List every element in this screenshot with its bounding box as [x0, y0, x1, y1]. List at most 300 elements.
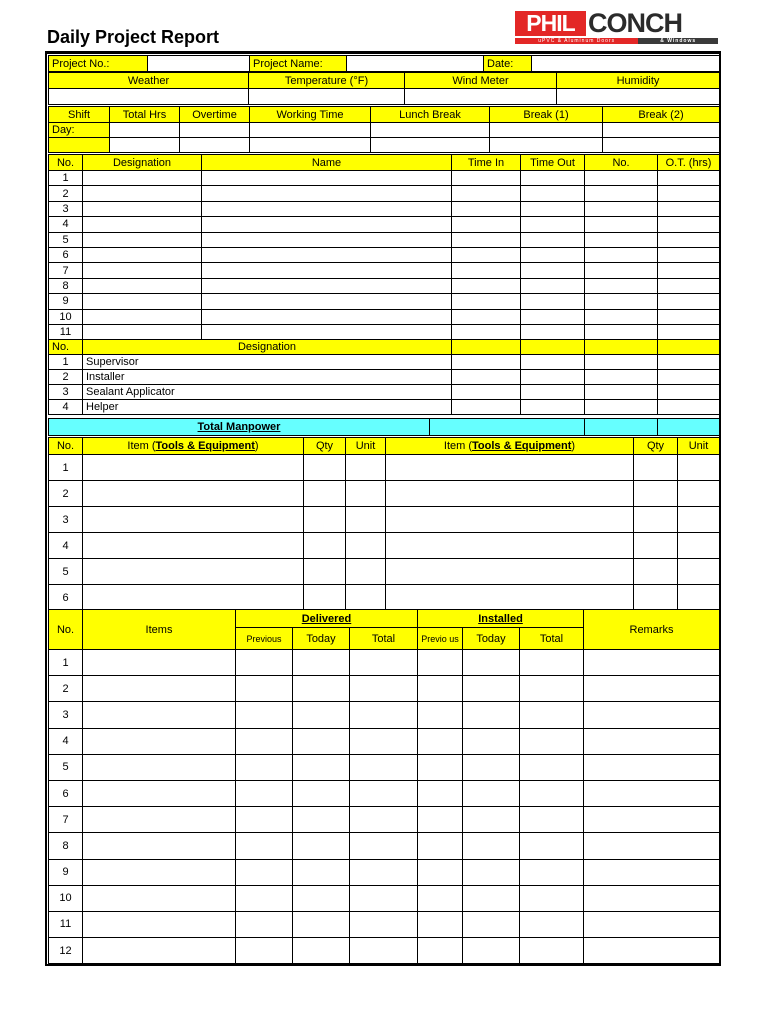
- table-row: [49, 201, 720, 216]
- tools-row-number: 4: [49, 533, 83, 559]
- materials-row: [49, 676, 720, 702]
- installed-previous-cell[interactable]: [418, 702, 463, 728]
- project-no-field[interactable]: [148, 56, 250, 72]
- row-number: 2: [49, 186, 83, 201]
- delivered-total-cell[interactable]: [350, 754, 418, 780]
- installed-today-cell[interactable]: [463, 859, 520, 885]
- materials-row: [49, 754, 720, 780]
- time-out-cell[interactable]: [521, 309, 585, 324]
- temperature-header: Temperature (°F): [249, 73, 405, 89]
- tools-equipment-link-2: Tools & Equipment: [472, 440, 572, 452]
- delivered-total-cell[interactable]: [350, 859, 418, 885]
- tool-qty-cell[interactable]: [304, 455, 346, 481]
- tool-item-cell-2[interactable]: [386, 481, 634, 507]
- time-out-cell[interactable]: [521, 294, 585, 309]
- ot-cell[interactable]: [658, 309, 720, 324]
- tool-item-cell[interactable]: [83, 481, 304, 507]
- designation-header-cell: [521, 340, 585, 355]
- tool-unit-cell-2[interactable]: [678, 481, 720, 507]
- tool-unit-cell[interactable]: [346, 507, 386, 533]
- time-out-cell[interactable]: [521, 385, 585, 400]
- installed-total-cell[interactable]: [520, 807, 584, 833]
- designation-cell[interactable]: [83, 247, 202, 262]
- remarks-cell[interactable]: [584, 676, 720, 702]
- ot-cell[interactable]: [658, 186, 720, 201]
- overtime-header: Overtime: [180, 107, 250, 123]
- time-out-cell[interactable]: [521, 324, 585, 339]
- tools-unit-header-2: Unit: [678, 438, 720, 455]
- total-manpower-count[interactable]: [585, 419, 658, 436]
- installed-today-cell[interactable]: [463, 650, 520, 676]
- delivered-today-cell[interactable]: [293, 676, 350, 702]
- delivered-today-cell[interactable]: [293, 859, 350, 885]
- installed-today-cell[interactable]: [463, 702, 520, 728]
- delivered-previous-cell[interactable]: [236, 807, 293, 833]
- delivered-previous-cell[interactable]: [236, 833, 293, 859]
- delivered-total-cell[interactable]: [350, 938, 418, 964]
- ot-cell[interactable]: [658, 324, 720, 339]
- count-cell[interactable]: [585, 278, 658, 293]
- designation-cell[interactable]: [83, 217, 202, 232]
- table-row: [49, 309, 720, 324]
- delivered-previous-cell[interactable]: [236, 780, 293, 806]
- materials-table: [48, 609, 720, 964]
- installed-previous-cell[interactable]: [418, 938, 463, 964]
- count-cell[interactable]: [585, 370, 658, 385]
- table-row: [49, 217, 720, 232]
- tool-qty-cell[interactable]: [304, 507, 346, 533]
- installed-total-cell[interactable]: [520, 780, 584, 806]
- shift-cell[interactable]: [603, 123, 720, 138]
- name-cell[interactable]: [202, 263, 452, 278]
- installed-previous-cell[interactable]: [418, 833, 463, 859]
- tool-item-cell[interactable]: [83, 507, 304, 533]
- designation-cell[interactable]: [83, 278, 202, 293]
- installed-today-cell[interactable]: [463, 676, 520, 702]
- shift-cell[interactable]: [180, 138, 250, 153]
- name-cell[interactable]: [202, 201, 452, 216]
- weather-field[interactable]: [49, 89, 249, 105]
- installed-today-cell[interactable]: [463, 911, 520, 937]
- tool-qty-cell[interactable]: [304, 585, 346, 611]
- ot-cell[interactable]: [658, 278, 720, 293]
- time-in-cell[interactable]: [452, 370, 521, 385]
- shift-cell[interactable]: [180, 123, 250, 138]
- tool-qty-cell-2[interactable]: [634, 559, 678, 585]
- installed-previous-cell[interactable]: [418, 676, 463, 702]
- tool-qty-cell[interactable]: [304, 481, 346, 507]
- time-out-cell[interactable]: [521, 278, 585, 293]
- ot-cell[interactable]: [658, 247, 720, 262]
- tool-item-cell-2[interactable]: [386, 559, 634, 585]
- tool-unit-cell[interactable]: [346, 559, 386, 585]
- remarks-cell[interactable]: [584, 911, 720, 937]
- delivered-total-cell[interactable]: [350, 807, 418, 833]
- materials-row-number: 1: [49, 650, 83, 676]
- installed-today-cell[interactable]: [463, 780, 520, 806]
- shift-cell[interactable]: [371, 138, 490, 153]
- materials-row: [49, 885, 720, 911]
- project-name-field[interactable]: [347, 56, 484, 72]
- tool-qty-cell-2[interactable]: [634, 533, 678, 559]
- logo-tagline-left: uPVC & Aluminum Doors: [515, 38, 638, 44]
- ot-cell[interactable]: [658, 400, 720, 415]
- installed-today-cell[interactable]: [463, 807, 520, 833]
- tools-row: [49, 455, 720, 481]
- delivered-total-cell[interactable]: [350, 885, 418, 911]
- name-cell[interactable]: [202, 186, 452, 201]
- time-out-cell[interactable]: [521, 186, 585, 201]
- time-in-cell[interactable]: [452, 201, 521, 216]
- total-hrs-header: Total Hrs: [110, 107, 180, 123]
- designation-cell[interactable]: [83, 309, 202, 324]
- installed-total-cell[interactable]: [520, 885, 584, 911]
- time-in-cell[interactable]: [452, 186, 521, 201]
- tools-row-number: 3: [49, 507, 83, 533]
- delivered-previous-cell[interactable]: [236, 754, 293, 780]
- tool-item-cell[interactable]: [83, 559, 304, 585]
- tool-qty-cell-2[interactable]: [634, 481, 678, 507]
- delivered-total-cell[interactable]: [350, 911, 418, 937]
- designation-row: [49, 400, 720, 415]
- time-out-cell[interactable]: [521, 355, 585, 370]
- remarks-cell[interactable]: [584, 885, 720, 911]
- delivered-total-cell[interactable]: [350, 833, 418, 859]
- delivered-total-cell[interactable]: [350, 702, 418, 728]
- tool-unit-cell-2[interactable]: [678, 533, 720, 559]
- day-value-cell[interactable]: [49, 138, 110, 153]
- row-number: 6: [49, 247, 83, 262]
- materials-row: [49, 911, 720, 937]
- time-in-cell[interactable]: [452, 263, 521, 278]
- count-cell[interactable]: [585, 324, 658, 339]
- table-row: [49, 294, 720, 309]
- delivered-today-cell[interactable]: [293, 728, 350, 754]
- tools-item-suffix: ): [254, 440, 259, 452]
- tool-item-cell[interactable]: [83, 585, 304, 611]
- remarks-cell[interactable]: [584, 780, 720, 806]
- name-cell[interactable]: [202, 309, 452, 324]
- time-out-cell[interactable]: [521, 263, 585, 278]
- ot-cell[interactable]: [658, 217, 720, 232]
- tool-qty-cell[interactable]: [304, 559, 346, 585]
- delivered-previous-cell[interactable]: [236, 676, 293, 702]
- item-cell[interactable]: [83, 702, 236, 728]
- tool-qty-cell-2[interactable]: [634, 455, 678, 481]
- delivered-today-cell[interactable]: [293, 938, 350, 964]
- time-in-cell[interactable]: [452, 324, 521, 339]
- item-cell[interactable]: [83, 938, 236, 964]
- installed-previous-cell[interactable]: [418, 911, 463, 937]
- item-cell[interactable]: [83, 650, 236, 676]
- temperature-field[interactable]: [249, 89, 405, 105]
- delivered-previous-cell[interactable]: [236, 702, 293, 728]
- tools-qty-header: Qty: [304, 438, 346, 455]
- delivered-previous-cell[interactable]: [236, 911, 293, 937]
- remarks-cell[interactable]: [584, 833, 720, 859]
- time-out-header: Time Out: [521, 155, 585, 171]
- remarks-cell[interactable]: [584, 702, 720, 728]
- time-in-cell[interactable]: [452, 355, 521, 370]
- installed-previous-cell[interactable]: [418, 807, 463, 833]
- count-cell[interactable]: [585, 355, 658, 370]
- designation-cell[interactable]: [83, 324, 202, 339]
- ot-cell[interactable]: [658, 294, 720, 309]
- delivered-today-cell[interactable]: [293, 702, 350, 728]
- total-manpower-label: Total Manpower: [49, 419, 430, 436]
- humidity-field[interactable]: [557, 89, 720, 105]
- item-cell[interactable]: [83, 754, 236, 780]
- materials-items-header: Items: [83, 610, 236, 650]
- name-cell[interactable]: [202, 278, 452, 293]
- shift-cell[interactable]: [490, 138, 603, 153]
- installed-total-cell[interactable]: [520, 676, 584, 702]
- tool-unit-cell-2[interactable]: [678, 507, 720, 533]
- remarks-cell[interactable]: [584, 754, 720, 780]
- shift-cell[interactable]: [250, 123, 371, 138]
- tool-item-cell[interactable]: [83, 533, 304, 559]
- name-header: Name: [202, 155, 452, 171]
- tool-unit-cell-2[interactable]: [678, 455, 720, 481]
- designation-cell[interactable]: [83, 294, 202, 309]
- delivered-previous-cell[interactable]: [236, 859, 293, 885]
- installed-total-cell[interactable]: [520, 754, 584, 780]
- materials-row-number: 10: [49, 885, 83, 911]
- delivered-total-header: Total: [350, 628, 418, 650]
- total-manpower-cell[interactable]: [430, 419, 585, 436]
- designation-row: [49, 370, 720, 385]
- designation-name: Installer: [83, 370, 452, 385]
- date-field[interactable]: [532, 56, 720, 72]
- installed-header: Installed: [418, 610, 584, 628]
- materials-row-number: 8: [49, 833, 83, 859]
- name-cell[interactable]: [202, 247, 452, 262]
- designation-row: [49, 385, 720, 400]
- materials-row: [49, 807, 720, 833]
- name-cell[interactable]: [202, 294, 452, 309]
- time-out-cell[interactable]: [521, 370, 585, 385]
- tool-unit-cell[interactable]: [346, 585, 386, 611]
- remarks-cell[interactable]: [584, 807, 720, 833]
- installed-today-cell[interactable]: [463, 728, 520, 754]
- logo-tagline: [515, 38, 718, 44]
- tool-unit-cell-2[interactable]: [678, 585, 720, 611]
- installed-today-cell[interactable]: [463, 938, 520, 964]
- installed-total-cell[interactable]: [520, 702, 584, 728]
- count-cell[interactable]: [585, 263, 658, 278]
- installed-previous-cell[interactable]: [418, 728, 463, 754]
- ot-cell[interactable]: [658, 385, 720, 400]
- row-number: 10: [49, 309, 83, 324]
- installed-previous-cell[interactable]: [418, 754, 463, 780]
- count-cell[interactable]: [585, 232, 658, 247]
- designation-cell[interactable]: [83, 186, 202, 201]
- shift-cell[interactable]: [110, 138, 180, 153]
- project-no-label: Project No.:: [49, 56, 148, 72]
- designation-cell[interactable]: [83, 263, 202, 278]
- delivered-today-cell[interactable]: [293, 650, 350, 676]
- name-cell[interactable]: [202, 217, 452, 232]
- delivered-today-cell[interactable]: [293, 807, 350, 833]
- delivered-total-cell[interactable]: [350, 728, 418, 754]
- materials-row-number: 9: [49, 859, 83, 885]
- time-in-cell[interactable]: [452, 217, 521, 232]
- installed-previous-cell[interactable]: [418, 885, 463, 911]
- shift-cell[interactable]: [603, 138, 720, 153]
- designation-name: Helper: [83, 400, 452, 415]
- time-in-cell[interactable]: [452, 294, 521, 309]
- time-out-cell[interactable]: [521, 217, 585, 232]
- designation-cell[interactable]: [83, 232, 202, 247]
- delivered-total-cell[interactable]: [350, 676, 418, 702]
- installed-previous-cell[interactable]: [418, 650, 463, 676]
- tool-unit-cell[interactable]: [346, 533, 386, 559]
- delivered-today-cell[interactable]: [293, 885, 350, 911]
- tool-item-cell-2[interactable]: [386, 455, 634, 481]
- shift-cell[interactable]: [110, 123, 180, 138]
- item-cell[interactable]: [83, 728, 236, 754]
- installed-previous-header: Previo us: [418, 628, 463, 650]
- time-out-cell[interactable]: [521, 171, 585, 186]
- name-cell[interactable]: [202, 324, 452, 339]
- remarks-cell[interactable]: [584, 859, 720, 885]
- installed-total-cell[interactable]: [520, 938, 584, 964]
- time-in-cell[interactable]: [452, 309, 521, 324]
- installed-today-cell[interactable]: [463, 833, 520, 859]
- installed-total-cell[interactable]: [520, 911, 584, 937]
- designation-cell[interactable]: [83, 201, 202, 216]
- item-cell[interactable]: [83, 780, 236, 806]
- tool-unit-cell-2[interactable]: [678, 559, 720, 585]
- installed-today-cell[interactable]: [463, 885, 520, 911]
- logo-tagline-right: & Windows: [638, 38, 718, 44]
- time-out-cell[interactable]: [521, 201, 585, 216]
- delivered-previous-cell[interactable]: [236, 650, 293, 676]
- table-row: [49, 171, 720, 186]
- installed-total-cell[interactable]: [520, 728, 584, 754]
- row-number: 1: [49, 171, 83, 186]
- item-cell[interactable]: [83, 911, 236, 937]
- delivered-previous-cell[interactable]: [236, 885, 293, 911]
- delivered-total-cell[interactable]: [350, 650, 418, 676]
- item-cell[interactable]: [83, 833, 236, 859]
- installed-total-cell[interactable]: [520, 859, 584, 885]
- remarks-cell[interactable]: [584, 728, 720, 754]
- shift-cell[interactable]: [371, 123, 490, 138]
- time-in-cell[interactable]: [452, 385, 521, 400]
- time-out-cell[interactable]: [521, 247, 585, 262]
- ot-cell[interactable]: [658, 201, 720, 216]
- delivered-today-cell[interactable]: [293, 911, 350, 937]
- tools-row: [49, 559, 720, 585]
- count-cell[interactable]: [585, 294, 658, 309]
- count-cell[interactable]: [585, 171, 658, 186]
- count-cell[interactable]: [585, 201, 658, 216]
- date-label: Date:: [484, 56, 532, 72]
- tool-qty-cell-2[interactable]: [634, 507, 678, 533]
- tool-qty-cell-2[interactable]: [634, 585, 678, 611]
- installed-previous-cell[interactable]: [418, 780, 463, 806]
- time-in-cell[interactable]: [452, 171, 521, 186]
- break-1-header: Break (1): [490, 107, 603, 123]
- tool-item-cell-2[interactable]: [386, 585, 634, 611]
- name-cell[interactable]: [202, 171, 452, 186]
- installed-today-cell[interactable]: [463, 754, 520, 780]
- designation-no-header: No.: [49, 340, 83, 355]
- row-number: 5: [49, 232, 83, 247]
- materials-row-number: 6: [49, 780, 83, 806]
- item-cell[interactable]: [83, 807, 236, 833]
- time-out-cell[interactable]: [521, 232, 585, 247]
- ot-cell[interactable]: [658, 355, 720, 370]
- name-cell[interactable]: [202, 232, 452, 247]
- total-manpower-ot[interactable]: [658, 419, 720, 436]
- wind-field[interactable]: [405, 89, 557, 105]
- row-number: 8: [49, 278, 83, 293]
- installed-total-cell[interactable]: [520, 833, 584, 859]
- item-cell[interactable]: [83, 676, 236, 702]
- time-in-cell[interactable]: [452, 232, 521, 247]
- designation-header-cell: [585, 340, 658, 355]
- installed-total-cell[interactable]: [520, 650, 584, 676]
- delivered-today-cell[interactable]: [293, 780, 350, 806]
- remarks-cell[interactable]: [584, 938, 720, 964]
- logo-conch: CONCH: [588, 8, 682, 38]
- item-cell[interactable]: [83, 885, 236, 911]
- ot-cell[interactable]: [658, 232, 720, 247]
- table-row: [49, 263, 720, 278]
- count-cell[interactable]: [585, 385, 658, 400]
- tools-item-header: [83, 438, 304, 455]
- time-out-cell[interactable]: [521, 400, 585, 415]
- delivered-previous-cell[interactable]: [236, 728, 293, 754]
- tool-unit-cell[interactable]: [346, 481, 386, 507]
- ot-cell[interactable]: [658, 263, 720, 278]
- count-cell[interactable]: [585, 186, 658, 201]
- time-in-cell[interactable]: [452, 400, 521, 415]
- count-cell[interactable]: [585, 247, 658, 262]
- item-cell[interactable]: [83, 859, 236, 885]
- designation-cell[interactable]: [83, 171, 202, 186]
- delivered-total-cell[interactable]: [350, 780, 418, 806]
- ot-cell[interactable]: [658, 370, 720, 385]
- tools-row-number: 2: [49, 481, 83, 507]
- delivered-today-cell[interactable]: [293, 833, 350, 859]
- tool-qty-cell[interactable]: [304, 533, 346, 559]
- delivered-today-cell[interactable]: [293, 754, 350, 780]
- time-in-cell[interactable]: [452, 247, 521, 262]
- tools-row: [49, 585, 720, 611]
- materials-no-header: No.: [49, 610, 83, 650]
- table-row: [49, 324, 720, 339]
- ot-cell[interactable]: [658, 171, 720, 186]
- count-cell[interactable]: [585, 309, 658, 324]
- installed-previous-cell[interactable]: [418, 859, 463, 885]
- tool-item-cell[interactable]: [83, 455, 304, 481]
- row-number: 11: [49, 324, 83, 339]
- count-cell[interactable]: [585, 217, 658, 232]
- shift-cell[interactable]: [250, 138, 371, 153]
- tool-unit-cell[interactable]: [346, 455, 386, 481]
- count-cell[interactable]: [585, 400, 658, 415]
- remarks-cell[interactable]: [584, 650, 720, 676]
- time-in-cell[interactable]: [452, 278, 521, 293]
- materials-row-number: 7: [49, 807, 83, 833]
- delivered-previous-cell[interactable]: [236, 938, 293, 964]
- shift-cell[interactable]: [490, 123, 603, 138]
- tool-item-cell-2[interactable]: [386, 507, 634, 533]
- tool-item-cell-2[interactable]: [386, 533, 634, 559]
